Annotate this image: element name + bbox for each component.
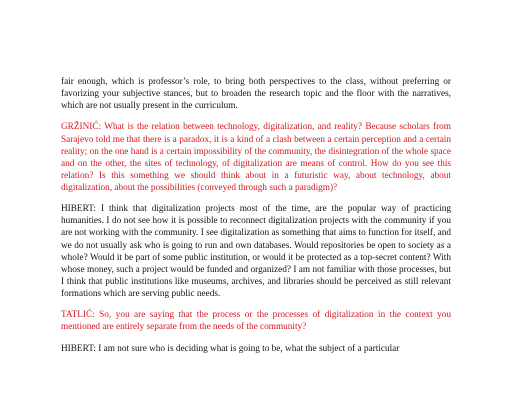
document-page: [61, 76, 451, 364]
paragraph-answer-hibert-2: HIBERT: I am not sure who is deciding what is going to be, what the subject of a particular: [61, 343, 400, 354]
paragraph-question-grzinic: GRŽINIĆ: What is the relation between technology, digitalization, and reality? Because scholars from Sarajevo told me that there is a paradox, it is a kind of a clash between a certain perception and a certain reality; on the one hand is a certain impossibility of the community, the disintegration of the whole space and on the other, the sites of technology, of digitalization are means of control. How do you see this relation? Is this something we should think about in a futuristic way, about technology, about digitalization, about the possibilities (conveyed through such a paradigm)?: [61, 122, 451, 193]
paragraph-answer-hibert: HIBERT: I think that digitalization projects most of the time, are the popular way of practicing humanities. I do not see how it is possible to reconnect digitalization projects with the community if you are not working with the community. I see digitalization as something that aims to function for itself, and we do not usually ask who is going to run and own databases. Would repositories be open to society as a whole? Would it be part of some public institution, or would it be protected as a top-secret content? With whose money, such a project would be funded and organized? I am not familiar with those processes, but I think that public institutions like museums, archives, and libraries should be perceived as still relevant formations which are serving public needs.: [61, 204, 451, 299]
paragraph-question-tatlic: TATLIĆ: So, you are saying that the process or the processes of digitalization in the context you mentioned are entirely separate from the needs of the community?: [61, 310, 451, 333]
paragraph-continuation: fair enough, which is professor’s role, to bring both perspectives to the class, without preferring or favorizing your subjective stances, but to broaden the research topic and the floor with the narratives, which are not usually present in the curriculum.: [61, 77, 451, 112]
